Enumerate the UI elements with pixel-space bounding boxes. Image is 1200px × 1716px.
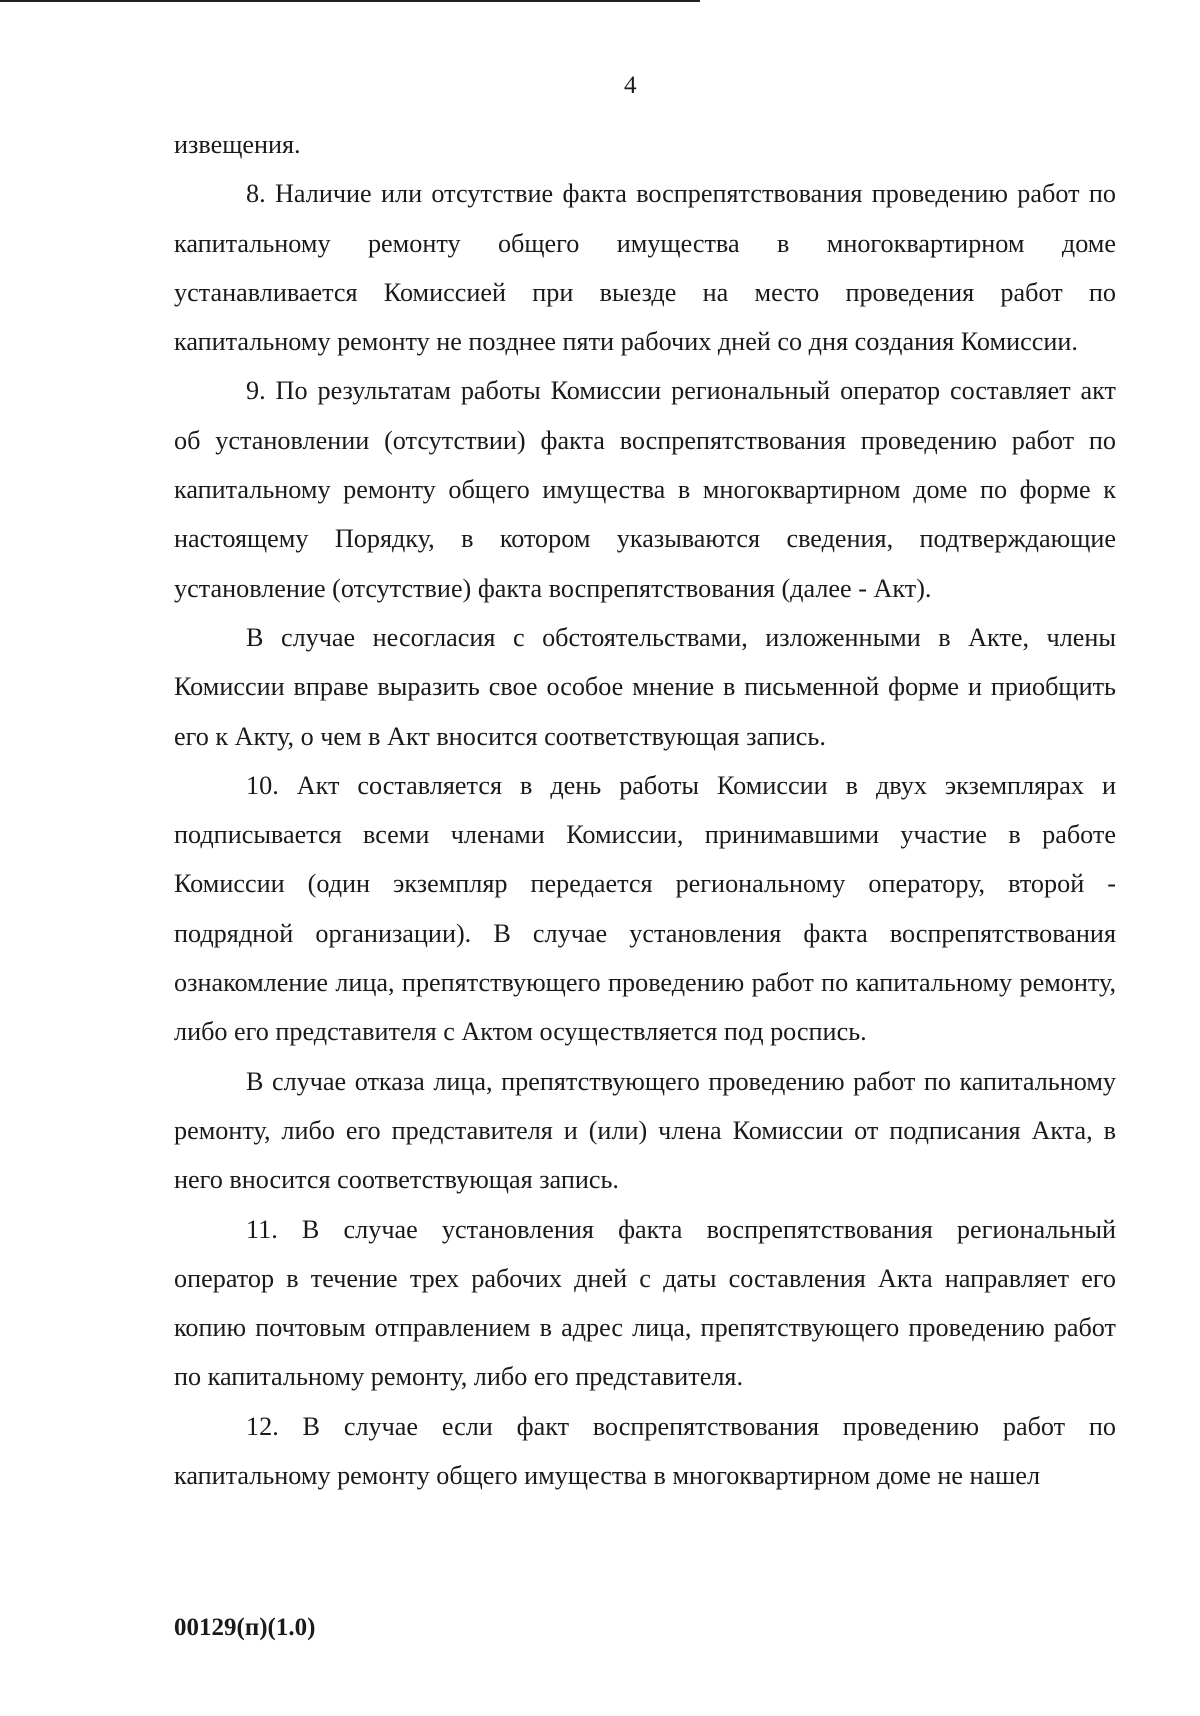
paragraph-item-10: 10. Акт составляется в день работы Комиссии в двух экземплярах и подписывается всеми членами Комиссии, принимавшими участие в работе Комиссии (один экземпляр передается региональному оператору, второй - подрядной организации). В случае установления факта воспрепятствования ознакомление лица, препятствующего проведению работ по капитальному ремонту, либо его представителя с Актом осуществляется под роспись. [174,770,1116,1047]
document-code: 00129(п)(1.0) [174,1614,316,1641]
paragraph-item-12: 12. В случае если факт воспрепятствования проведению работ по капитальному ремонту общего имущества в многоквартирном доме не нашел [174,1411,1116,1491]
paragraph-disagreement: В случае несогласия с обстоятельствами, изложенными в Акте, члены Комиссии вправе выразить свое особое мнение в письменной форме и приобщить его к Акту, о чем в Акт вносится соответствующая запись. [174,622,1116,751]
paragraph-continuation: извещения. [174,130,301,159]
paragraph-item-11: 11. В случае установления факта воспрепятствования региональный оператор в течение трех рабочих дней с даты составления Акта направляет его копию почтовым отправлением в адрес лица, препятствующего проведению работ по капитальному ремонту, либо его представителя. [174,1214,1116,1392]
page-number: 4 [624,72,637,99]
paragraph-item-8: 8. Наличие или отсутствие факта воспрепятствования проведению работ по капитальному ремонту общего имущества в многоквартирном доме устанавливается Комиссией при выезде на место проведения работ по капитальному ремонту не позднее пяти рабочих дней со дня создания Комиссии. [174,179,1116,357]
paragraph-item-9: 9. По результатам работы Комиссии региональный оператор составляет акт об установлении (отсутствии) факта воспрепятствования проведению работ по капитальному ремонту общего имущества в многоквартирном доме по форме к настоящему Порядку, в котором указываются сведения, подтверждающие установление (отсутствие) факта воспрепятствования (далее - Акт). [174,376,1116,603]
paragraph-refusal: В случае отказа лица, препятствующего проведению работ по капитальному ремонту, либо его представителя и (или) члена Комиссии от подписания Акта, в него вносится соответствующая запись. [174,1066,1116,1195]
document-body [174,120,1116,1500]
scan-top-edge [0,0,700,2]
